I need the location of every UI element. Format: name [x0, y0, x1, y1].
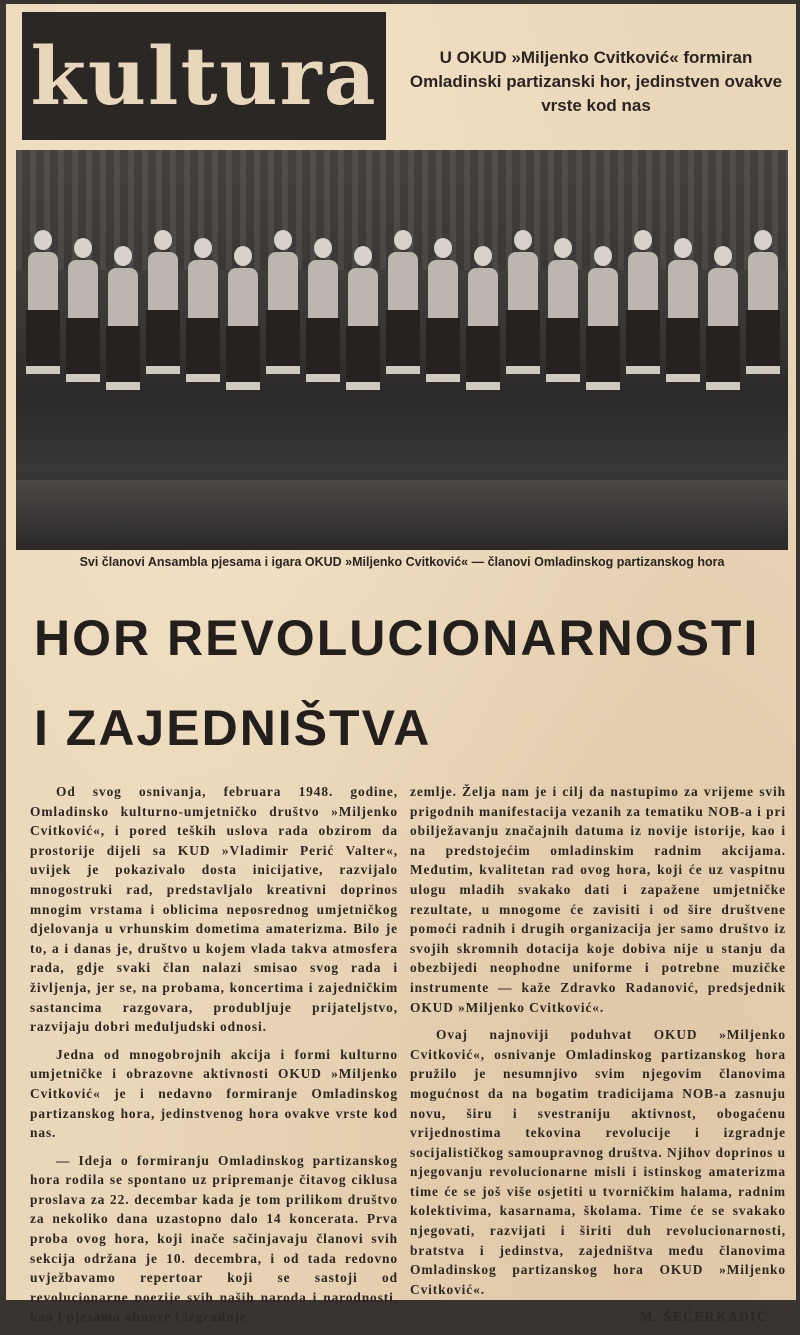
newspaper-clipping [6, 4, 796, 1325]
headline-line-2: I ZAJEDNIŠTVA [34, 700, 432, 756]
performer-figure [144, 230, 182, 370]
performer-figure [384, 230, 422, 370]
article-kicker: U OKUD »Miljenko Cvitković« formiran Omladinski partizanski hor, jedinstven ovakve vrste kod nas [409, 48, 783, 115]
author-byline: M. ŠEĆERKADIĆ [639, 1309, 768, 1325]
performer-figure [704, 246, 742, 386]
section-logo-text: kultura [30, 29, 378, 123]
performer-figure [64, 238, 102, 378]
paragraph: Jedna od mnogobrojnih akcija i formi kulturno umjetničke i obrazovne aktivnosti OKUD »Miljenko Cvitković« je i nedavno formiranje Omladinskog partizanskog hora, jedinstvenog hora ovakve vrste kod nas. [30, 1046, 398, 1141]
performer-figure [344, 246, 382, 386]
article-column-right [410, 782, 786, 1327]
performer-figure [464, 246, 502, 386]
paragraph: Ovaj najnoviji poduhvat OKUD »Miljenko Cvitković«, osnivanje Omladinskog partizanskog hora pružilo je nesumnjivo svim njegovim članovima mogućnost da na bogatim tradicijama NOB-a zasnuju novu, širu i svestraniju aktivnost, obogaćenu vrijednostima tekovina revolucije i izgradnje socijalističkog samoupravnog društva. Njihov doprinos u njegovanju revolucionarne misli i istinskog amaterizma time će se još više osjetiti u tvorničkim halama, radnim kolektivima, kasarnama, školama. Time će se svakako njegovati, razvijati i širiti duh revolucionarnosti, bratstva i jedinstva, zajedništva među članovima Omladinskog partizanskog hora OKUD »Miljenko Cvitković«. [410, 1027, 786, 1297]
performer-figure [264, 230, 302, 370]
article-column-left [30, 782, 398, 1335]
photo-caption: Svi članovi Ansambla pjesama i igara OKUD »Miljenko Cvitković« — članovi Omladinskog partizanskog hora [79, 555, 725, 569]
choir-photo [16, 150, 788, 550]
performer-figure [24, 230, 62, 370]
performer-figure [504, 230, 542, 370]
performer-figure [544, 238, 582, 378]
paragraph: zemlje. Želja nam je i cilj da nastupimo za vrijeme svih prigodnih manifestacija vezanih za tematiku NOB-a i pri obilježavanju značajnih datuma iz novije istorije, kao i na predstojećim omladinskim radnim akcijama. Međutim, kvalitetan rad ovog hora, koji će uz vaspitnu ulogu mladih svakako dati i zapažene umjetničke rezultate, u mnogome će zavisiti i od šire društvene pomoći radnih i drugih organizacija jer samo društvo iz svojih skromnih dotacija koje dobiva nije u stanju da obezbijedi neophodne uniforme i potrebne muzičke instrumente — kaže Zdravko Radanović, predsjednik OKUD »Miljenko Cvitković«. [410, 784, 786, 1015]
performer-figure [184, 238, 222, 378]
section-logo [22, 12, 386, 140]
performer-figure [224, 246, 262, 386]
paragraph: Od svog osnivanja, februara 1948. godine, Omladinsko kulturno-umjetničko društvo »Miljenko Cvitković«, i pored teških uslova rada obzirom da prostorije dijeli sa KUD »Vladimir Perić Valter«, uvijek je pokazivalo dosta inicijative, razvijalo mnogostruki rad, predstavljalo kreativni doprinos mnogim vrstama i oblicima neposrednog umjetničkog djelovanja u vrhunskim dometima amaterizma. Bilo je to, a i danas je, društvo u kojem vlada takva atmosfera rada, gdje svaki član nalazi smisao svog rada i življenja, jer se, na probama, koncertima i zajedničkim sastancima razgovara, produbljuje prijateljstvo, razvijaju dobri međuljudski odnosi. [30, 784, 398, 1035]
headline-line-1: HOR REVOLUCIONARNOSTI [34, 610, 760, 666]
performer-figure [744, 230, 782, 370]
paragraph: — Ideja o formiranju Omladinskog partizanskog hora rodila se spontano uz pripremanje čitavog ciklusa proslava za 22. decembar kada je tom prilikom društvo za nekoliko dana uzastopno dalo 14 koncerata. Prva proba ovog hora, koji inače sačinjavaju članovi svih sekcija održana je 10. decembra, i od tada redovno uvježbavamo repertoar koji se sastoji od revolucionarne poezije svih naših naroda i narodnosti, kao i pjesama obnove i izgradnje [30, 1152, 398, 1325]
performer-figure [584, 246, 622, 386]
stage-floor [16, 480, 788, 550]
performer-figure [664, 238, 702, 378]
performer-figure [624, 230, 662, 370]
performer-figure [104, 246, 142, 386]
performer-figure [304, 238, 342, 378]
performer-figure [424, 238, 462, 378]
